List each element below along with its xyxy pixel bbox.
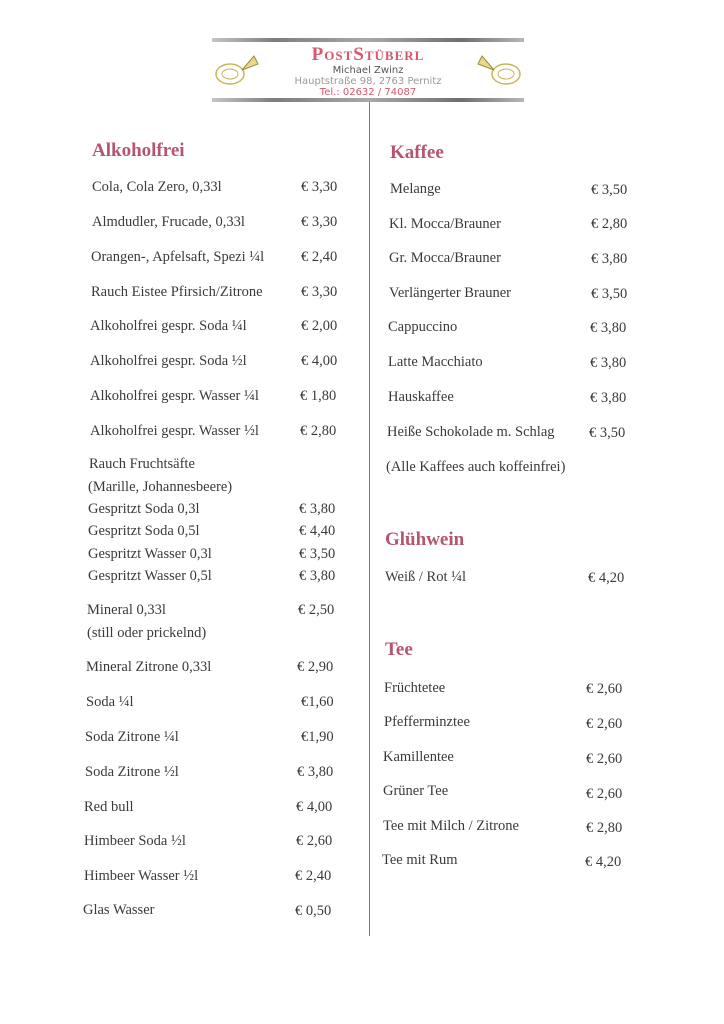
menu-item-price: € 2,40 — [295, 868, 332, 884]
section-title-kaffee: Kaffee — [390, 142, 444, 163]
menu-item-name: Früchtetee — [384, 680, 446, 696]
menu-item-name: Tee mit Rum — [382, 852, 458, 868]
menu-item-name: Himbeer Wasser ½l — [84, 868, 199, 884]
logo-top-bar — [212, 38, 524, 42]
menu-item-name: Mineral 0,33l — [87, 602, 166, 618]
menu-item-price: € 3,50 — [591, 182, 628, 198]
menu-item-price: € 2,60 — [586, 681, 623, 697]
menu-item-price: € 2,60 — [586, 716, 623, 732]
menu-item-name: Heiße Schokolade m. Schlag — [387, 424, 555, 440]
menu-item-name: Glas Wasser — [83, 902, 155, 918]
menu-item-price: €1,60 — [301, 694, 334, 710]
menu-item-price: € 3,50 — [589, 425, 626, 441]
fruchtsaefte-title: Rauch Fruchtsäfte — [89, 456, 195, 472]
menu-item-price: € 2,90 — [297, 659, 334, 675]
menu-item-name: Soda ¼l — [86, 694, 134, 710]
menu-item-name: Hauskaffee — [388, 389, 454, 405]
menu-item-price: € 3,80 — [297, 764, 334, 780]
menu-item-name: Red bull — [84, 799, 134, 815]
section-title-tee: Tee — [385, 639, 413, 660]
menu-item-price: € 1,80 — [300, 388, 337, 404]
menu-item-price: € 3,80 — [590, 390, 627, 406]
menu-item-price: € 4,20 — [588, 570, 625, 586]
menu-item-name: Kamillentee — [383, 749, 454, 765]
phone: Tel.: 02632 / 74087 — [319, 87, 417, 98]
menu-item-price: € 2,60 — [586, 786, 623, 802]
menu-item-price: € 2,00 — [301, 318, 338, 334]
menu-item-price: € 4,40 — [299, 523, 336, 539]
menu-item-price: € 3,80 — [590, 320, 627, 336]
menu-item-name: Mineral Zitrone 0,33l — [86, 659, 212, 675]
menu-item-name: Orangen-, Apfelsaft, Spezi ¼l — [91, 249, 265, 265]
column-divider — [369, 102, 370, 936]
menu-item-name: Himbeer Soda ½l — [84, 833, 186, 849]
menu-item-name: Cola, Cola Zero, 0,33l — [92, 179, 222, 195]
menu-item-price: € 2,40 — [301, 249, 338, 265]
menu-item-price: € 2,80 — [300, 423, 337, 439]
menu-item-price: € 4,20 — [585, 854, 622, 870]
menu-item-name: Alkoholfrei gespr. Soda ½l — [90, 353, 247, 369]
menu-item-price: € 0,50 — [295, 903, 332, 919]
menu-item-price: € 2,50 — [298, 602, 335, 618]
owner-name: Michael Zwinz — [332, 65, 404, 76]
section-title-alkoholfrei: Alkoholfrei — [92, 140, 185, 161]
kaffee-note: (Alle Kaffees auch koffeinfrei) — [386, 459, 566, 475]
menu-item-price: € 4,00 — [301, 353, 338, 369]
menu-item-name: Melange — [390, 181, 441, 197]
section-title-gluehwein: Glühwein — [385, 529, 465, 550]
menu-item-price: € 3,30 — [301, 179, 338, 195]
menu-item-price: €1,90 — [301, 729, 334, 745]
menu-item-name: Soda Zitrone ¼l — [85, 729, 179, 745]
menu-item-price: € 3,80 — [299, 568, 336, 584]
menu-item-name: Alkoholfrei gespr. Soda ¼l — [90, 318, 247, 334]
logo-bottom-bar — [212, 98, 524, 102]
menu-item-name: Weiß / Rot ¼l — [385, 569, 466, 585]
menu-item-name: Pfefferminztee — [384, 714, 470, 730]
menu-item-name: Gespritzt Wasser 0,3l — [88, 546, 212, 562]
menu-item-price: € 3,80 — [590, 355, 627, 371]
menu-item-name: Gr. Mocca/Brauner — [389, 250, 501, 266]
menu-item-price: € 2,60 — [296, 833, 333, 849]
menu-item-price: € 2,80 — [591, 216, 628, 232]
menu-item-name: Alkoholfrei gespr. Wasser ½l — [90, 423, 259, 439]
menu-item-name: Verlängerter Brauner — [389, 285, 511, 301]
menu-item-name: Kl. Mocca/Brauner — [389, 216, 501, 232]
menu-item-price: € 3,30 — [301, 284, 338, 300]
menu-item-name: Almdudler, Frucade, 0,33l — [92, 214, 245, 230]
menu-item-price: € 4,00 — [296, 799, 333, 815]
menu-item-name: Cappuccino — [388, 319, 458, 335]
menu-item-name: Latte Macchiato — [388, 354, 483, 370]
menu-item-name: Alkoholfrei gespr. Wasser ¼l — [90, 388, 259, 404]
brand-name: PostStüberl — [311, 44, 425, 65]
menu-item-name: Soda Zitrone ½l — [85, 764, 179, 780]
menu-item-name: Tee mit Milch / Zitrone — [383, 818, 519, 834]
mineral-note: (still oder prickelnd) — [87, 625, 207, 641]
header-logo — [212, 38, 524, 102]
menu-item-price: € 3,80 — [299, 501, 336, 517]
menu-item-name: Grüner Tee — [383, 783, 449, 799]
menu-item-price: € 3,50 — [299, 546, 336, 562]
menu-item-name: Gespritzt Wasser 0,5l — [88, 568, 212, 584]
menu-item-name: Rauch Eistee Pfirsich/Zitrone — [91, 284, 263, 300]
menu-item-price: € 3,80 — [591, 251, 628, 267]
menu-item-name: Gespritzt Soda 0,5l — [88, 523, 200, 539]
menu-item-name: Gespritzt Soda 0,3l — [88, 501, 200, 517]
fruchtsaefte-subtitle: (Marille, Johannesbeere) — [88, 479, 233, 495]
menu-item-price: € 3,30 — [301, 214, 338, 230]
address: Hauptstraße 98, 2763 Pernitz — [294, 76, 442, 87]
menu-item-price: € 3,50 — [591, 286, 628, 302]
menu-item-price: € 2,60 — [586, 751, 623, 767]
menu-item-price: € 2,80 — [586, 820, 623, 836]
